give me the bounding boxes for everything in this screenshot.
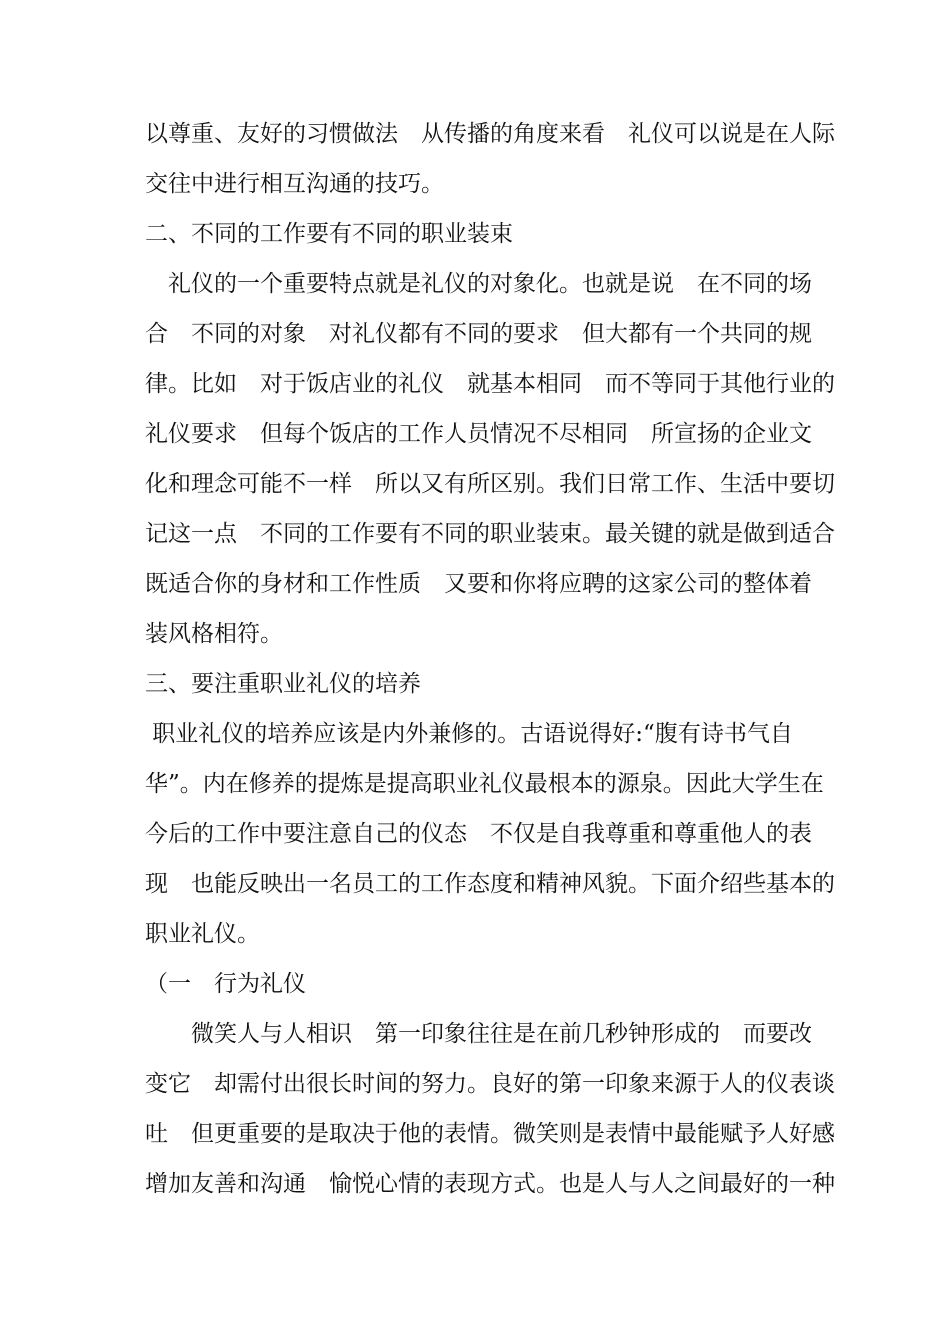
- text-line: 装风格相符。: [145, 621, 283, 647]
- text-line: 既适合你的身材和工作性质 又要和你将应聘的这家公司的整体着: [145, 571, 812, 597]
- text-line: 微笑人与人相识 第一印象往往是在前几秒钟形成的 而要改: [145, 1021, 812, 1047]
- section-heading: 二、不同的工作要有不同的职业装束: [145, 221, 513, 247]
- text-line: 记这一点 不同的工作要有不同的职业装束。最关键的就是做到适合: [145, 521, 835, 547]
- text-line: 交往中进行相互沟通的技巧。: [145, 171, 444, 197]
- text-line: 合 不同的对象 对礼仪都有不同的要求 但大都有一个共同的规: [145, 321, 812, 347]
- text-line: 化和理念可能不一样 所以又有所区别。我们日常工作、生活中要切: [145, 471, 835, 497]
- text-line: 今后的工作中要注意自己的仪态 不仅是自我尊重和尊重他人的表: [145, 821, 812, 847]
- text-line: 律。比如 对于饭店业的礼仪 就基本相同 而不等同于其他行业的: [145, 371, 835, 397]
- text-line: 变它 却需付出很长时间的努力。良好的第一印象来源于人的仪表谈: [145, 1071, 835, 1097]
- text-line: 礼仪的一个重要特点就是礼仪的对象化。也就是说 在不同的场: [145, 271, 812, 297]
- section-heading: 三、要注重职业礼仪的培养: [145, 671, 421, 697]
- text-line: 吐 但更重要的是取决于他的表情。微笑则是表情中最能赋予人好感: [145, 1121, 835, 1147]
- text-line: 华”。内在修养的提炼是提高职业礼仪最根本的源泉。因此大学生在: [145, 771, 824, 797]
- text-line: 增加友善和沟通 愉悦心情的表现方式。也是人与人之间最好的一种: [145, 1171, 835, 1197]
- text-line: 职业礼仪的培养应该是内外兼修的。古语说得好:“腹有诗书气自: [145, 721, 793, 747]
- text-line: 职业礼仪。: [145, 921, 260, 947]
- text-line: 现 也能反映出一名员工的工作态度和精神风貌。下面介绍些基本的: [145, 871, 835, 897]
- text-line: 礼仪要求 但每个饭店的工作人员情况不尽相同 所宣扬的企业文: [145, 421, 812, 447]
- text-line: 以尊重、友好的习惯做法 从传播的角度来看 礼仪可以说是在人际: [145, 121, 835, 147]
- subsection-heading: （一 行为礼仪: [145, 971, 306, 997]
